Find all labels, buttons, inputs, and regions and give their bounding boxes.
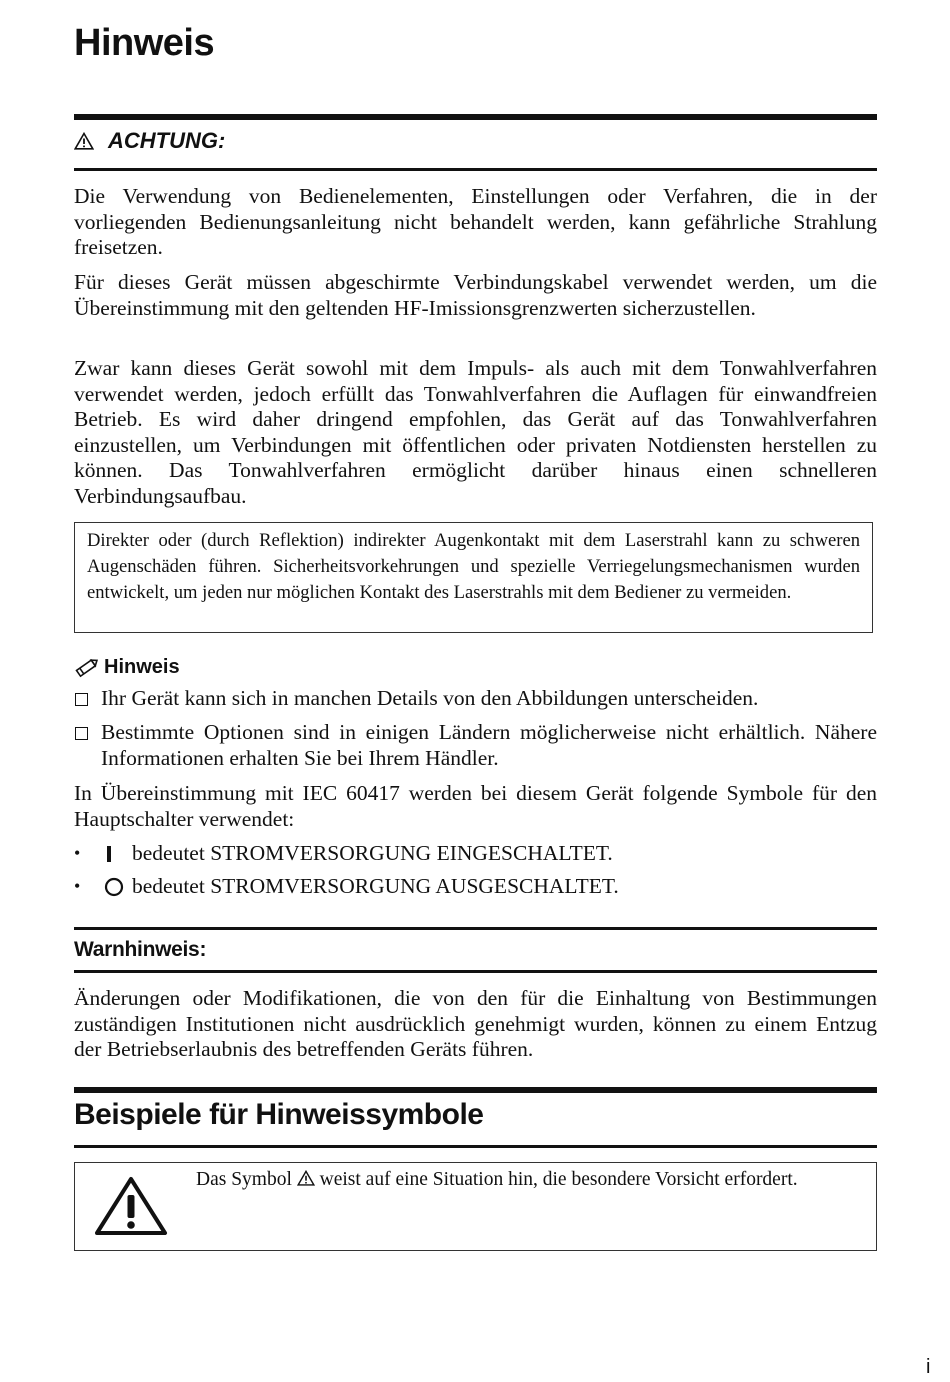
- hinweis-heading: [74, 656, 180, 679]
- paragraph-dialing: Zwar kann dieses Gerät sowohl mit dem Impuls- als auch mit dem Tonwahlverfahren verwendet werden, jedoch erfüllt das Tonwahlverfahren die Auflagen für einwandfreien Betrieb. Es wird daher dringend empfohlen, das Gerät auf das Tonwahlverfahren einzustellen, um Verbindungen mit öffentlichen oder privaten Notdiensten herstellen zu können. Das Tonwahlverfahren ermöglicht darüber hinaus einen schnelleren Verbindungsaufbau.: [74, 356, 877, 508]
- achtung-label: ACHTUNG:: [108, 128, 226, 153]
- hinweis-item: [74, 720, 877, 771]
- warnhinweis-rule-bottom: [74, 970, 877, 973]
- paragraph-cables: Für dieses Gerät müssen abgeschirmte Verbindungskabel verwendet werden, um die Übereinstimmung mit den geltenden HF-Imissionsgrenzwerten sicherzustellen.: [74, 270, 877, 320]
- paragraph-warnhinweis: Änderungen oder Modifikationen, die von den für die Einhaltung von Bestimmungen zuständigen Institutionen nicht ausdrücklich genehmigt wurden, können zu einem Entzug der Betriebserlaubnis des betreffenden Geräts führen.: [74, 986, 877, 1062]
- warnhinweis-heading: Warnhinweis:: [74, 938, 207, 961]
- symbol-example-text: Das Symbol weist auf eine Situation hin, die besondere Vorsicht erfordert.: [196, 1169, 798, 1190]
- checkbox-icon: [75, 693, 88, 706]
- checkbox-icon: [75, 727, 88, 740]
- power-symbol-item: [74, 841, 877, 867]
- achtung-heading: [74, 128, 225, 154]
- symbol-example-box: [74, 1162, 877, 1251]
- hinweis-label: Hinweis: [104, 656, 180, 678]
- hinweis-item-text: Ihr Gerät kann sich in manchen Details von den Abbildungen unterscheiden.: [101, 686, 759, 710]
- beispiele-rule-bottom: [74, 1145, 877, 1148]
- power-on-icon: [104, 844, 132, 864]
- hinweis-item: [74, 686, 877, 712]
- bullet-icon: •: [74, 843, 81, 863]
- section-title-beispiele: Beispiele für Hinweissymbole: [74, 1098, 484, 1131]
- page-title: Hinweis: [74, 22, 215, 64]
- paragraph-iec: In Übereinstimmung mit IEC 60417 werden bei diesem Gerät folgende Symbole für den Hauptschalter verwendet:: [74, 781, 877, 831]
- power-off-icon: [104, 876, 132, 898]
- beispiele-rule-top: [74, 1087, 877, 1093]
- hinweis-item-text: Bestimmte Optionen sind in einigen Ländern möglicherweise nicht erhältlich. Nähere Informationen erhalten Sie bei Ihrem Händler.: [101, 720, 877, 770]
- pencil-note-icon: [74, 657, 100, 679]
- warnhinweis-rule-top: [74, 927, 877, 930]
- achtung-rule: [74, 168, 877, 171]
- power-on-text: bedeutet STROMVERSORGUNG EINGESCHALTET.: [132, 841, 613, 865]
- power-symbol-item: [74, 874, 877, 900]
- warning-triangle-icon: [74, 132, 94, 150]
- bullet-icon: •: [74, 876, 81, 896]
- section-rule-top: [74, 114, 877, 120]
- page-number: i: [926, 1356, 931, 1378]
- power-off-text: bedeutet STROMVERSORGUNG AUSGESCHALTET.: [132, 874, 619, 898]
- warning-triangle-icon: [297, 1170, 315, 1186]
- paragraph-radiation: Die Verwendung von Bedienelementen, Einstellungen oder Verfahren, die in der vorliegenden Bedienungsanleitung nicht behandelt werden, kann gefährliche Strahlung freisetzen.: [74, 184, 877, 260]
- laser-warning-box: Direkter oder (durch Reflektion) indirekter Augenkontakt mit dem Laserstrahl kann zu schweren Augenschäden führen. Sicherheitsvorkehrungen und spezielle Verriegelungsmechanismen wurden entwickelt, um jeden nur möglichen Kontakt des Laserstrahls mit dem Bediener zu vermeiden.: [74, 522, 873, 633]
- warning-triangle-icon: [93, 1175, 169, 1237]
